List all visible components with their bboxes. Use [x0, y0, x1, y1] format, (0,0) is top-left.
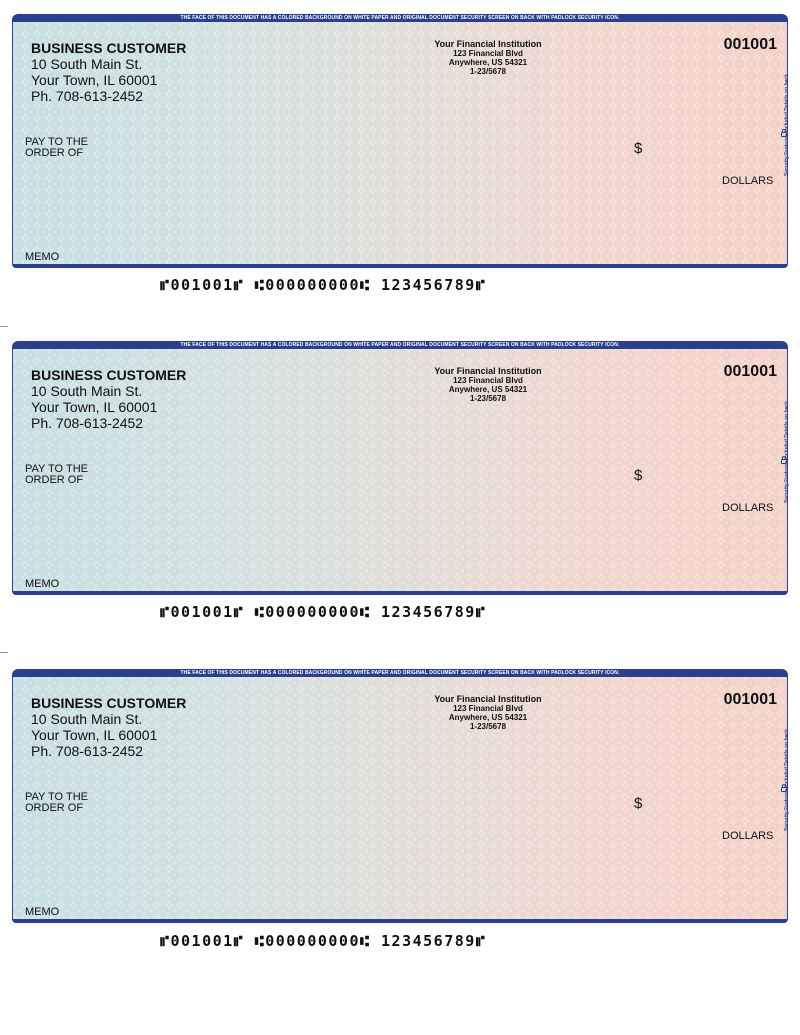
- business-name: BUSINESS CUSTOMER: [31, 695, 187, 711]
- bank-address-2: Anywhere, US 54321: [448, 58, 528, 67]
- bank-address-2: Anywhere, US 54321: [448, 713, 528, 722]
- address-line-1: 10 South Main St.: [31, 383, 143, 399]
- address-line-1: 10 South Main St.: [31, 711, 143, 727]
- address-line-2: Your Town, IL 60001: [31, 72, 158, 88]
- memo-label: MEMO: [25, 578, 60, 590]
- check-1: [12, 14, 788, 268]
- dollar-sign: $: [634, 140, 643, 157]
- security-side-strip: [777, 389, 791, 539]
- check-number: 001001: [723, 363, 777, 380]
- bank-name: Your Financial Institution: [434, 366, 542, 376]
- phone: Ph. 708-613-2452: [31, 88, 144, 104]
- security-notice-bar: THE FACE OF THIS DOCUMENT HAS A COLORED BACKGROUND ON WHITE PAPER AND ORIGINAL DOCUMENT SECURITY SCREEN ON BACK WITH PADLOCK SECURITY ICON.: [12, 341, 788, 349]
- bank-address-1: 123 Financial Blvd: [453, 49, 523, 58]
- pay-to-line-2: ORDER OF: [25, 147, 84, 159]
- business-name: BUSINESS CUSTOMER: [31, 40, 187, 56]
- pay-to-line-1: PAY TO THE: [25, 463, 88, 475]
- micr-line: ⑈001001⑈ ⑆000000000⑆ 123456789⑈: [160, 603, 487, 621]
- pay-to-line-1: PAY TO THE: [25, 791, 88, 803]
- dollars-label: DOLLARS: [722, 830, 774, 842]
- check-3: [12, 669, 788, 923]
- pay-to-line-2: ORDER OF: [25, 802, 84, 814]
- micr-line: ⑈001001⑈ ⑆000000000⑆ 123456789⑈: [160, 932, 487, 950]
- address-line-2: Your Town, IL 60001: [31, 727, 158, 743]
- check-number: 001001: [723, 691, 777, 708]
- check-2: [12, 341, 788, 595]
- bank-address-1: 123 Financial Blvd: [453, 376, 523, 385]
- security-side-strip: [777, 717, 791, 867]
- pay-to-label: [25, 792, 88, 814]
- pay-to-line-1: PAY TO THE: [25, 136, 88, 148]
- routing-fraction: 1-23/5678: [469, 394, 507, 403]
- security-features-text: Security Features Included Details on back: [784, 729, 790, 831]
- bank-address-1: 123 Financial Blvd: [453, 704, 523, 713]
- security-features-text: Security Features Included Details on back: [784, 74, 790, 176]
- routing-fraction: 1-23/5678: [469, 67, 507, 76]
- memo-label: MEMO: [25, 906, 60, 918]
- padlock-icon: [781, 132, 787, 137]
- dollar-sign: $: [634, 467, 643, 484]
- perforation-mark: [0, 652, 8, 653]
- check-bottom-border: [12, 919, 788, 923]
- address-line-2: Your Town, IL 60001: [31, 399, 158, 415]
- dollars-label: DOLLARS: [722, 175, 774, 187]
- dollars-label: DOLLARS: [722, 502, 774, 514]
- business-name: BUSINESS CUSTOMER: [31, 367, 187, 383]
- bank-name: Your Financial Institution: [434, 39, 542, 49]
- check-bottom-border: [12, 264, 788, 268]
- phone: Ph. 708-613-2452: [31, 415, 144, 431]
- bank-name: Your Financial Institution: [434, 694, 542, 704]
- pay-to-line-2: ORDER OF: [25, 474, 84, 486]
- check-number: 001001: [723, 36, 777, 53]
- pay-to-label: [25, 137, 88, 159]
- perforation-mark: [0, 326, 8, 327]
- security-notice-bar: THE FACE OF THIS DOCUMENT HAS A COLORED BACKGROUND ON WHITE PAPER AND ORIGINAL DOCUMENT SECURITY SCREEN ON BACK WITH PADLOCK SECURITY ICON.: [12, 14, 788, 22]
- phone: Ph. 708-613-2452: [31, 743, 144, 759]
- check-face: [12, 349, 788, 591]
- check-bottom-border: [12, 591, 788, 595]
- check-face: [12, 22, 788, 264]
- dollar-sign: $: [634, 795, 643, 812]
- check-face: [12, 677, 788, 919]
- pay-to-label: [25, 464, 88, 486]
- security-notice-bar: THE FACE OF THIS DOCUMENT HAS A COLORED BACKGROUND ON WHITE PAPER AND ORIGINAL DOCUMENT SECURITY SCREEN ON BACK WITH PADLOCK SECURITY ICON.: [12, 669, 788, 677]
- address-line-1: 10 South Main St.: [31, 56, 143, 72]
- padlock-icon: [781, 459, 787, 464]
- micr-line: ⑈001001⑈ ⑆000000000⑆ 123456789⑈: [160, 276, 487, 294]
- security-features-text: Security Features Included Details on back: [784, 401, 790, 503]
- security-side-strip: [777, 62, 791, 212]
- bank-address-2: Anywhere, US 54321: [448, 385, 528, 394]
- memo-label: MEMO: [25, 251, 60, 263]
- padlock-icon: [781, 787, 787, 792]
- routing-fraction: 1-23/5678: [469, 722, 507, 731]
